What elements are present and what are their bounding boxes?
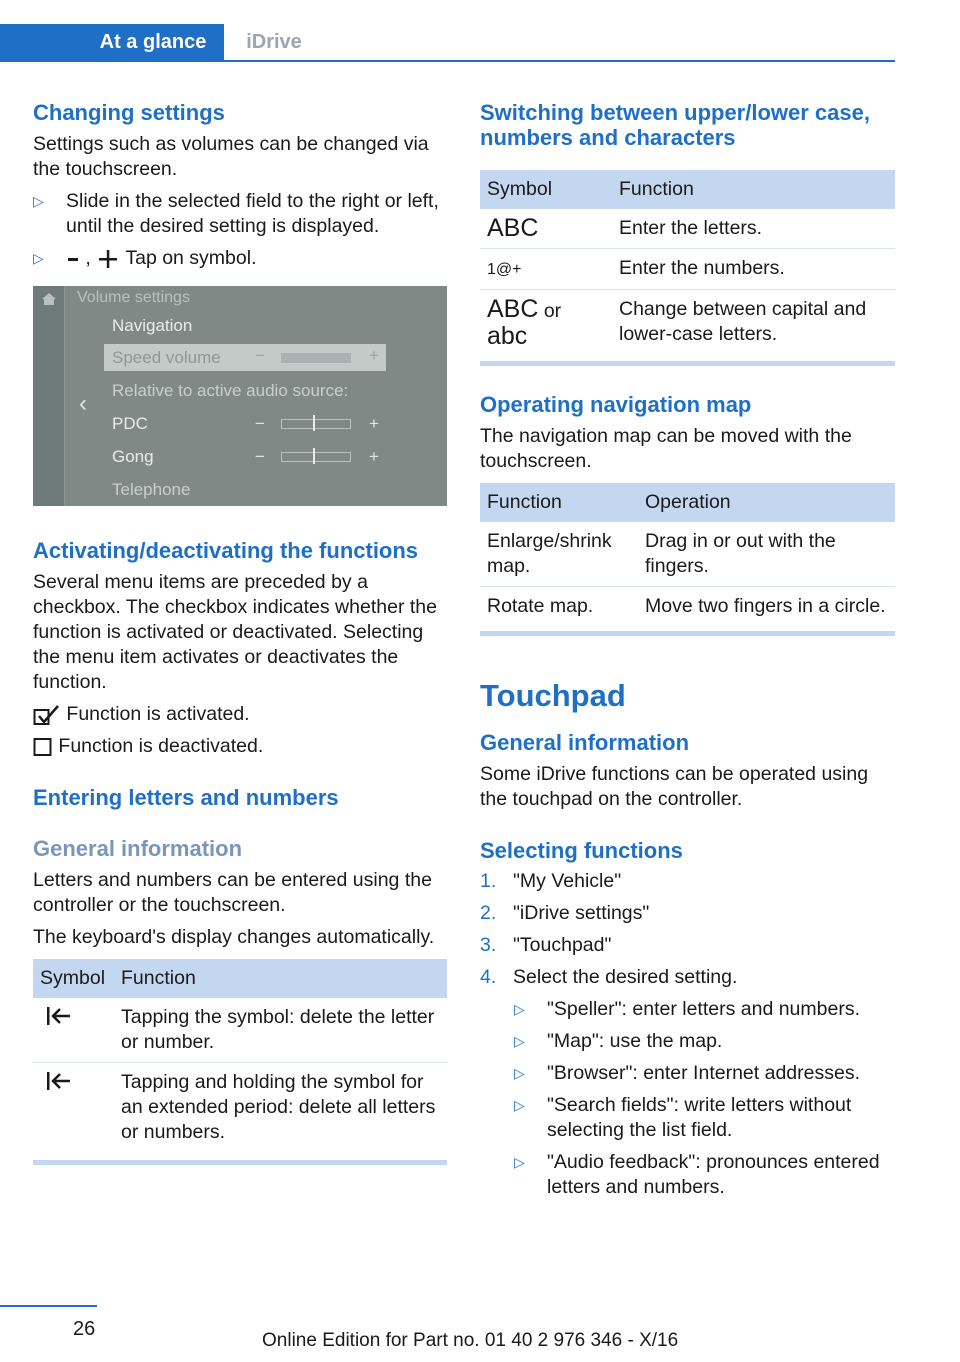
- column-header: Function: [114, 959, 447, 998]
- plus-icon: [96, 249, 120, 269]
- checkbox-empty-icon: [33, 736, 53, 758]
- table-row: ABC Enter the letters.: [480, 209, 895, 249]
- volume-settings-screenshot: Volume settings Navigation Speed volume − + Relative to active audio source: ‹ PDC − + Gong − + Telephone: [33, 286, 447, 506]
- checkbox-checked-icon: [33, 704, 61, 726]
- menu-item-pdc: PDC: [112, 414, 148, 433]
- checkbox-deactivated-line: Function is deactivated.: [33, 734, 447, 759]
- keyboard-symbol-table: [480, 170, 895, 358]
- menu-item-navigation: Navigation: [112, 316, 193, 335]
- menu-item-speed-volume: Speed volume: [112, 348, 221, 367]
- list-item: 3. "Touchpad": [480, 934, 612, 956]
- table-row: Enlarge/shrink map. Drag in or out with the fingers.: [480, 522, 895, 587]
- entering-heading: Entering letters and numbers: [33, 785, 339, 810]
- navmap-heading: Operating navigation map: [480, 392, 752, 417]
- list-item: ▷ Slide in the selected field to the right or left, until the desired setting is displayed.: [33, 190, 439, 237]
- list-item: 1. "My Vehicle": [480, 870, 622, 892]
- bullet-triangle-icon: ▷: [33, 250, 44, 266]
- slider-thumb: [313, 448, 315, 464]
- list-item: ▷ "Browser": enter Internet addresses.: [514, 1062, 860, 1084]
- selecting-functions-heading: Selecting functions: [480, 838, 683, 863]
- table-row: Tapping and holding the symbol for an extended period: delete all letters or numbers.: [33, 1063, 447, 1153]
- header-accent: [0, 24, 82, 60]
- slider-track: [281, 452, 351, 462]
- table-end-bar: [480, 631, 895, 636]
- list-item: 4. Select the desired setting.: [480, 966, 738, 988]
- list-item: ▷ , Tap on symbol.: [33, 247, 257, 269]
- table-end-bar: [480, 361, 895, 366]
- home-icon: [41, 292, 57, 306]
- bullet-triangle-icon: ▷: [514, 1154, 525, 1170]
- list-item: 2. "iDrive settings": [480, 902, 650, 924]
- navmap-table: [480, 483, 895, 626]
- checkbox-activated-line: Function is activated.: [33, 702, 447, 727]
- bullet-triangle-icon: ▷: [514, 1065, 525, 1081]
- page-number: 26: [73, 1318, 96, 1340]
- slider-track: [281, 353, 351, 363]
- abc-lower-icon: abc: [487, 322, 528, 350]
- column-header: Symbol: [33, 959, 114, 998]
- activating-heading: Activating/deactivating the functions: [33, 538, 419, 563]
- chapter-header: [0, 24, 895, 62]
- menu-item-gong: Gong: [112, 447, 154, 466]
- entering-text-2: The keyboard's display changes automatically.: [33, 926, 435, 948]
- list-item: ▷ "Speller": enter letters and numbers.: [514, 998, 860, 1020]
- changing-settings-intro: Settings such as volumes can be changed via the touchscreen.: [33, 133, 429, 180]
- edition-note: Online Edition for Part no. 01 40 2 976 346 - X/16: [262, 1330, 679, 1351]
- bullet-triangle-icon: ▷: [514, 1033, 525, 1049]
- touchpad-options: [480, 997, 895, 1200]
- list-item: ▷ "Audio feedback": pronounces entered letters and numbers.: [514, 1151, 880, 1198]
- column-header: Function: [480, 483, 638, 522]
- delete-icon: [40, 1070, 76, 1092]
- screenshot-sidebar: [33, 286, 65, 506]
- column-header: Function: [612, 170, 895, 209]
- abc-upper-icon: ABC: [480, 209, 612, 249]
- table-row: Rotate map. Move two fingers in a circle.: [487, 595, 886, 617]
- table-row: Tapping the symbol: delete the letter or number.: [33, 998, 447, 1063]
- entering-text-1: Letters and numbers can be entered using the controller or the touchscreen.: [33, 869, 432, 916]
- tab-idrive[interactable]: iDrive: [246, 31, 302, 53]
- footer-rule: [0, 1305, 97, 1307]
- list-item: ▷ "Search fields": write letters without selecting the list field.: [514, 1094, 852, 1141]
- bullet-triangle-icon: ▷: [33, 193, 44, 209]
- slider-track: [281, 419, 351, 429]
- list-item: ▷ "Map": use the map.: [514, 1030, 723, 1052]
- column-header: Symbol: [480, 170, 612, 209]
- left-column: [33, 100, 447, 1165]
- menu-item-relative: Relative to active audio source:: [112, 381, 349, 400]
- bullet-triangle-icon: ▷: [514, 1097, 525, 1113]
- screenshot-title: Volume settings: [77, 289, 190, 306]
- minus-icon: [66, 249, 80, 269]
- menu-item-telephone: Telephone: [112, 480, 191, 499]
- table-end-bar: [33, 1160, 447, 1165]
- touchpad-heading: Touchpad: [480, 678, 626, 713]
- navmap-text: The navigation map can be moved with the touchscreen.: [480, 425, 852, 472]
- touchpad-general-heading: General information: [480, 730, 690, 755]
- touchpad-general-text: Some iDrive functions can be operated using the touchpad on the controller.: [480, 763, 869, 810]
- right-column: [480, 100, 895, 1200]
- slider-thumb: [313, 415, 315, 431]
- changing-settings-heading: Changing settings: [33, 100, 225, 125]
- chevron-left-icon: ‹: [79, 390, 87, 417]
- numbers-icon: 1@+: [480, 249, 612, 290]
- tab-at-a-glance[interactable]: At a glance: [82, 24, 224, 60]
- bullet-triangle-icon: ▷: [514, 1001, 525, 1017]
- delete-icon: [40, 1005, 76, 1027]
- table-row: 1@+ Enter the numbers.: [480, 249, 895, 290]
- activating-text: Several menu items are preceded by a checkbox. The checkbox indicates whether the function is activated or deactivated. Selecting the menu item activates or deactivates the function.: [33, 571, 437, 693]
- switching-heading: Switching between upper/lower case, numbers and characters: [480, 100, 870, 150]
- abc-upper-icon: ABC: [487, 295, 539, 323]
- entering-subheading: General information: [33, 836, 243, 861]
- table-row: ABC or abc Change between capital and lower-case letters.: [487, 295, 867, 350]
- column-header: Operation: [638, 483, 895, 522]
- delete-symbol-table: [33, 959, 447, 1152]
